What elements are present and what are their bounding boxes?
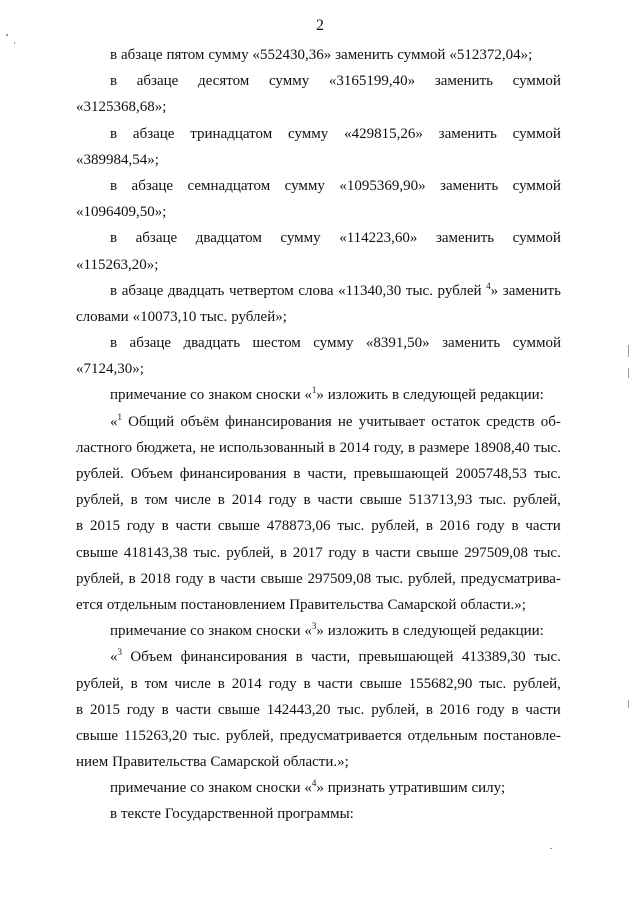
paragraph: [76, 801, 561, 827]
text-line: свыше 418143,38 тыс. рублей, в 2017 году в части свыше 297509,08 тыс.: [76, 544, 561, 561]
paragraph: [76, 121, 561, 173]
paragraph: [76, 225, 561, 277]
text-line: в абзаце десятом сумму «3165199,40» заменить суммой: [110, 73, 561, 90]
paragraph: [76, 42, 561, 68]
paragraph: [76, 382, 561, 408]
page-number: 2: [316, 17, 324, 34]
text-line: примечание со знаком сноски «$^4$» признать утратившим силу;: [110, 778, 506, 797]
text-line: «7124,30»;: [76, 361, 144, 378]
text-line: свыше 115263,20 тыс. рублей, предусматривается отдельным постановле-: [76, 727, 561, 744]
document-body: [76, 42, 561, 828]
text-line: «$^1$ Общий объём финансирования не учитывает остаток средств об-: [110, 411, 561, 430]
text-line: примечание со знаком сноски «$^1$» изложить в следующей редакции:: [110, 385, 544, 404]
text-line: в абзаце семнадцатом сумму «1095369,90» заменить суммой: [110, 177, 561, 194]
text-line: в абзаце пятом сумму «552430,36» заменить суммой «512372,04»;: [110, 47, 533, 63]
text-line: «1096409,50»;: [76, 204, 167, 221]
text-line: в 2015 году в части свыше 478873,06 тыс. рублей, в 2016 году в части: [76, 518, 561, 535]
text-line: «389984,54»;: [76, 151, 159, 168]
text-line: в тексте Государственной программы:: [110, 806, 354, 823]
text-line: в абзаце двадцать шестом сумму «8391,50» заменить суммой: [110, 335, 561, 352]
text-line: «3125368,68»;: [76, 99, 167, 116]
text-line: рублей, в том числе в 2014 году в части свыше 155682,90 тыс. рублей,: [76, 675, 561, 692]
scan-mark-right-2: [628, 368, 629, 378]
paragraph: [76, 68, 561, 120]
paragraph: [76, 173, 561, 225]
scan-mark-right: [628, 345, 629, 357]
paragraph: [76, 618, 561, 644]
text-line: рублей, в том числе в 2014 году в части свыше 513713,93 тыс. рублей,: [76, 492, 561, 509]
scan-mark-bottom: [550, 848, 552, 849]
text-line: ластного бюджета, не использованный в 2014 году, в размере 18908,40 тыс.: [76, 439, 561, 456]
scan-mark-right-3: [628, 700, 629, 708]
text-line: в абзаце тринадцатом сумму «429815,26» заменить суммой: [110, 125, 561, 142]
text-line: рублей. Объем финансирования в части, превышающей 2005748,53 тыс.: [76, 466, 561, 482]
paragraph: [76, 330, 561, 382]
text-line: ется отдельным постановлением Правительства Самарской области.»;: [76, 596, 526, 613]
scan-mark-left-2: [14, 42, 15, 44]
text-line: примечание со знаком сноски «$^3$» изложить в следующей редакции:: [110, 621, 544, 640]
text-line: в 2015 году в части свыше 142443,20 тыс. рублей, в 2016 году в части: [76, 701, 561, 718]
text-line: «$^3$ Объем финансирования в части, превышающей 413389,30 тыс.: [110, 647, 561, 666]
text-line: в абзаце двадцать четвертом слова «11340,30 тыс. рублей $^4$» заменить: [110, 280, 561, 299]
paragraph: [76, 278, 561, 330]
paragraph: [76, 644, 561, 775]
text-line: нием Правительства Самарской области.»;: [76, 754, 349, 771]
text-line: рублей, в 2018 году в части свыше 297509,08 тыс. рублей, предусматрива-: [76, 570, 561, 587]
paragraph: [76, 409, 561, 619]
paragraph: [76, 775, 561, 801]
scan-mark-left: [6, 34, 8, 36]
text-line: словами «10073,10 тыс. рублей»;: [76, 308, 287, 325]
text-line: «115263,20»;: [76, 256, 159, 273]
text-line: в абзаце двадцатом сумму «114223,60» заменить суммой: [110, 230, 561, 247]
